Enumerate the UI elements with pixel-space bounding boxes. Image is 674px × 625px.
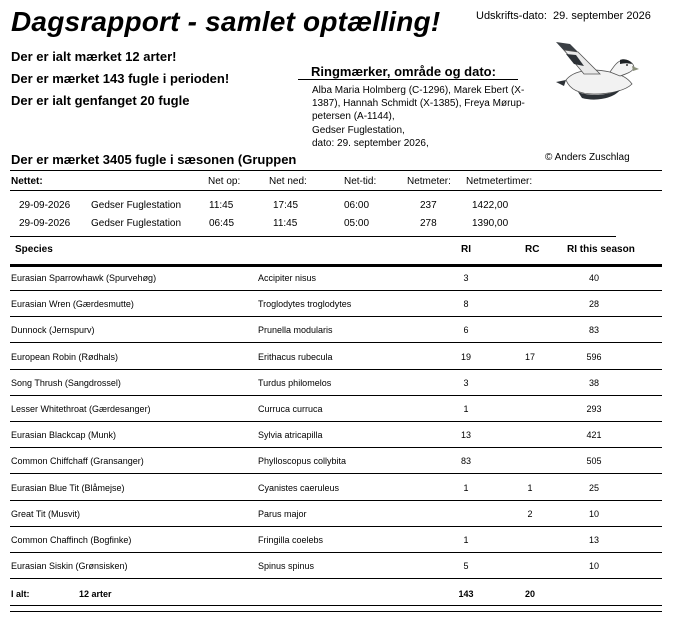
species-rc: 17 (524, 352, 535, 362)
species-ri: 3 (463, 273, 469, 283)
species-name: Lesser Whitethroat (Gærdesanger) (11, 404, 151, 414)
nettet-bottom-rule (10, 236, 616, 237)
species-name: Common Chaffinch (Bogfinke) (11, 535, 132, 545)
row-divider (10, 578, 662, 579)
print-date-value: 29. september 2026 (553, 10, 651, 22)
nettet-top-rule (10, 170, 662, 171)
row-divider (10, 473, 662, 474)
ri-column-header: RI (461, 244, 471, 255)
summary-birds-marked: Der er mærket 143 fugle i perioden! (11, 71, 230, 86)
summary-recaptured: Der er ialt genfanget 20 fugle (11, 93, 190, 108)
nettet-op: 06:45 (209, 218, 235, 229)
total-label: I alt: (11, 589, 30, 599)
species-name: Dunnock (Jernspurv) (11, 325, 95, 335)
nettet-meter: 237 (420, 200, 437, 211)
species-latin: Spinus spinus (258, 561, 315, 571)
nettet-date: 29-09-2026 (19, 200, 71, 211)
species-name: European Robin (Rødhals) (11, 352, 119, 362)
species-latin: Fringilla coelebs (258, 535, 324, 545)
nettet-header-rule (10, 190, 662, 191)
row-divider (10, 421, 662, 422)
nettet-date: 29-09-2026 (19, 218, 71, 229)
species-name: Song Thrush (Sangdrossel) (11, 378, 121, 388)
summary-species-count: Der er ialt mærket 12 arter! (11, 49, 177, 64)
species-season: 40 (588, 273, 599, 283)
species-name: Eurasian Wren (Gærdesmutte) (11, 299, 134, 309)
species-season: 10 (588, 509, 599, 519)
nettet-ned: 11:45 (273, 218, 298, 229)
species-season: 83 (588, 325, 599, 335)
nettet-header-label: Nettet: (11, 176, 43, 187)
ringers-names: Alba Maria Holmberg (C-1296), Marek Ebert (X-1387), Hannah Schmidt (X-1385), Freya Mørup-petersen (A-1144), (312, 85, 525, 123)
row-divider (10, 395, 662, 396)
row-divider (10, 526, 662, 527)
total-species-count: 12 arter (79, 589, 112, 599)
species-ri: 1 (463, 535, 469, 545)
rc-column-header: RC (525, 244, 540, 255)
species-season: 421 (586, 430, 602, 440)
net-ned-header: Net ned: (269, 176, 307, 187)
species-season: 13 (588, 535, 599, 545)
row-divider (10, 552, 662, 553)
nettet-timer: 1390,00 (472, 218, 509, 229)
species-latin: Cyanistes caeruleus (258, 483, 340, 493)
species-ri: 13 (460, 430, 471, 440)
species-season: 38 (588, 378, 599, 388)
species-name: Great Tit (Musvit) (11, 509, 81, 519)
species-latin: Curruca curruca (258, 404, 323, 414)
species-season: 25 (588, 483, 599, 493)
netmeter-header: Netmeter: (407, 176, 451, 187)
species-season: 293 (586, 404, 602, 414)
species-ri: 1 (463, 404, 469, 414)
nettet-op: 11:45 (209, 200, 234, 211)
nettet-tid: 06:00 (344, 200, 370, 211)
species-latin: Prunella modularis (258, 325, 333, 335)
ringers-details (312, 84, 544, 150)
species-ri: 19 (460, 352, 471, 362)
species-ri: 6 (463, 325, 469, 335)
print-date-label: Udskrifts-dato: (476, 10, 547, 22)
species-latin: Phylloscopus collybita (258, 456, 347, 466)
species-name: Eurasian Siskin (Grønsisken) (11, 561, 128, 571)
species-header-rule (10, 264, 662, 267)
row-divider (10, 447, 662, 448)
net-op-header: Net op: (208, 176, 241, 187)
species-name: Eurasian Blackcap (Munk) (11, 430, 117, 440)
species-ri: 8 (463, 299, 469, 309)
species-rc: 1 (527, 483, 533, 493)
nettet-place: Gedser Fuglestation (91, 218, 182, 229)
species-season: 505 (586, 456, 602, 466)
row-divider (10, 316, 662, 317)
eider-duck-illustration (548, 36, 640, 112)
netmetertimer-header: Netmetertimer: (466, 176, 533, 187)
net-tid-header: Net-tid: (344, 176, 377, 187)
species-latin: Accipiter nisus (258, 273, 317, 283)
total-rule-2 (10, 611, 662, 612)
ri-season-column-header: RI this season (567, 244, 635, 255)
ringers-underline (298, 79, 518, 80)
nettet-meter: 278 (420, 218, 437, 229)
ringers-title: Ringmærker, område og dato: (311, 64, 496, 79)
season-summary: Der er mærket 3405 fugle i sæsonen (Gruppen (11, 152, 297, 167)
row-divider (10, 290, 662, 291)
species-latin: Erithacus rubecula (258, 352, 333, 362)
species-latin: Sylvia atricapilla (258, 430, 323, 440)
species-ri: 1 (463, 483, 469, 493)
species-column-header: Species (15, 244, 53, 255)
nettet-tid: 05:00 (344, 218, 370, 229)
species-latin: Parus major (258, 509, 307, 519)
total-ri: 143 (458, 589, 474, 599)
copyright-notice: © Anders Zuschlag (545, 152, 630, 163)
row-divider (10, 342, 662, 343)
nettet-ned: 17:45 (273, 200, 299, 211)
species-ri: 83 (460, 456, 471, 466)
species-name: Common Chiffchaff (Gransanger) (11, 456, 144, 466)
ringers-place: Gedser Fuglestation, (312, 124, 405, 136)
species-name: Eurasian Blue Tit (Blåmejse) (11, 483, 125, 493)
species-rc: 2 (527, 509, 533, 519)
report-title: Dagsrapport - samlet optælling! (11, 6, 441, 37)
species-latin: Troglodytes troglodytes (258, 299, 352, 309)
ringers-date: dato: 29. september 2026, (312, 137, 429, 149)
species-season: 28 (588, 299, 599, 309)
row-divider (10, 500, 662, 501)
total-rc: 20 (524, 589, 535, 599)
species-season: 10 (588, 561, 599, 571)
species-season: 596 (586, 352, 602, 362)
species-ri: 3 (463, 378, 469, 388)
row-divider (10, 369, 662, 370)
species-latin: Turdus philomelos (258, 378, 332, 388)
species-ri: 5 (463, 561, 469, 571)
nettet-timer: 1422,00 (472, 200, 509, 211)
nettet-place: Gedser Fuglestation (91, 200, 182, 211)
species-name: Eurasian Sparrowhawk (Spurvehøg) (11, 273, 157, 283)
total-rule-1 (10, 605, 662, 606)
